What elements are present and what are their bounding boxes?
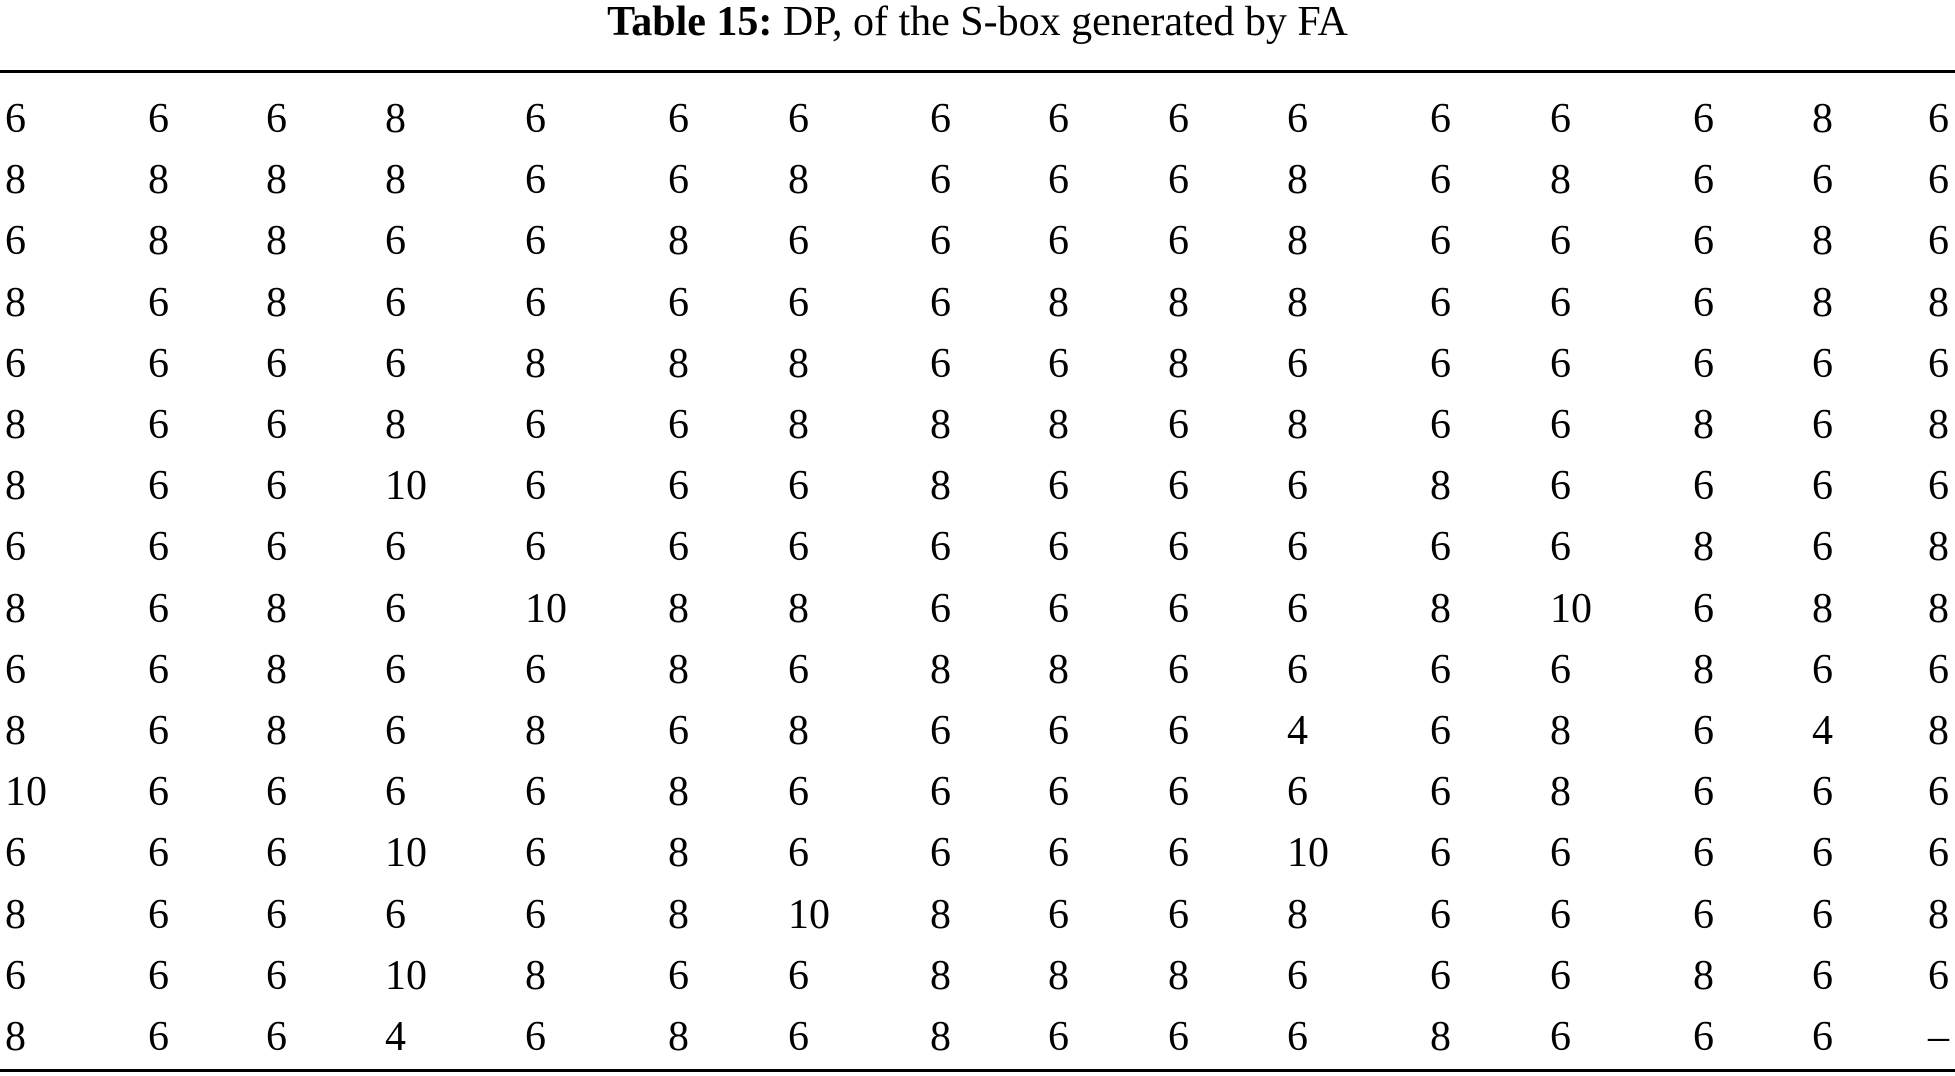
table-cell: 8 <box>385 96 406 142</box>
table-cell: 6 <box>788 830 809 877</box>
table-cell: 6 <box>1168 157 1189 204</box>
table-cell: 6 <box>788 524 809 571</box>
table-cell: 6 <box>1287 769 1308 816</box>
table-cell: 10 <box>385 463 427 510</box>
table-cell: 6 <box>1550 218 1571 265</box>
table-cell: 6 <box>1048 96 1069 142</box>
table-cell: 6 <box>668 952 689 999</box>
table-cell: 6 <box>1287 646 1308 693</box>
table-row <box>0 340 1955 401</box>
table-cell: 8 <box>266 279 287 326</box>
table-cell: 6 <box>5 830 26 877</box>
table-cell: 6 <box>1928 96 1949 142</box>
table-cell: 8 <box>1048 952 1069 999</box>
table-cell: 8 <box>385 402 406 448</box>
table-cell: 6 <box>1430 708 1451 754</box>
table-cell: 6 <box>5 952 26 999</box>
table-cell: 8 <box>5 402 26 448</box>
table-cell: 6 <box>1168 830 1189 877</box>
table-cell: 8 <box>1812 585 1833 632</box>
table-cell: 8 <box>668 830 689 877</box>
table-cell: 6 <box>1928 340 1949 387</box>
table-cell: 6 <box>385 218 406 265</box>
table-row <box>0 585 1955 646</box>
table-cell: 6 <box>930 96 951 142</box>
table-cell: 6 <box>930 524 951 571</box>
table-cell: 8 <box>1550 769 1571 816</box>
table-cell: 6 <box>1048 708 1069 754</box>
table-cell: 6 <box>1693 769 1714 816</box>
table-cell: 6 <box>385 585 406 632</box>
table-cell: 8 <box>1928 524 1949 571</box>
table-cell: 8 <box>1287 279 1308 326</box>
table-cell: 6 <box>1550 830 1571 877</box>
table-cell: 8 <box>266 646 287 693</box>
table-cell: 6 <box>1048 218 1069 265</box>
table-cell: 8 <box>266 708 287 754</box>
table-cell: 6 <box>266 891 287 938</box>
table-cell: 6 <box>148 463 169 510</box>
table-cell: 8 <box>1928 402 1949 448</box>
table-cell: 10 <box>1287 830 1329 877</box>
table-cell: 8 <box>788 157 809 204</box>
table-cell: 6 <box>385 708 406 754</box>
table-cell: 6 <box>1812 463 1833 510</box>
table-cell: 6 <box>1693 279 1714 326</box>
table-cell: 8 <box>266 218 287 265</box>
table-cell: 8 <box>1812 218 1833 265</box>
table-cell: 6 <box>1812 830 1833 877</box>
table-cell: 6 <box>1693 96 1714 142</box>
table-cell: 8 <box>930 1014 951 1060</box>
table-cell: 6 <box>5 340 26 387</box>
table-cell: 6 <box>930 708 951 754</box>
table-cell: 6 <box>266 769 287 816</box>
table-cell: 6 <box>385 769 406 816</box>
table-cell: 6 <box>1048 830 1069 877</box>
table-cell: 6 <box>148 340 169 387</box>
table-cell: 6 <box>385 340 406 387</box>
table-cell: 6 <box>1168 891 1189 938</box>
table-cell: 8 <box>525 952 546 999</box>
table-cell: 8 <box>668 585 689 632</box>
table-cell: 6 <box>788 96 809 142</box>
table-cell: 6 <box>525 646 546 693</box>
table-cell: 6 <box>930 340 951 387</box>
table-cell: 8 <box>1048 646 1069 693</box>
table-cell: 8 <box>930 402 951 448</box>
table-cell: 8 <box>5 463 26 510</box>
table-cell: 6 <box>1430 524 1451 571</box>
table-cell: 6 <box>1287 585 1308 632</box>
table-cell: 8 <box>385 157 406 204</box>
table-cell: 6 <box>930 279 951 326</box>
table-cell: 6 <box>1550 340 1571 387</box>
caption-text: DP, of the S-box generated by FA <box>782 0 1348 45</box>
table-cell: 6 <box>385 279 406 326</box>
table-cell: 8 <box>266 157 287 204</box>
table-cell: 6 <box>1693 708 1714 754</box>
table-cell: 6 <box>1430 769 1451 816</box>
table-caption <box>0 0 1955 46</box>
table-cell: 8 <box>148 157 169 204</box>
table-cell: 6 <box>385 646 406 693</box>
table-cell: 6 <box>148 769 169 816</box>
table-cell: 6 <box>1048 524 1069 571</box>
table-cell: 6 <box>385 524 406 571</box>
table-cell: 6 <box>1287 1014 1308 1060</box>
table-row <box>0 952 1955 1013</box>
table-cell: 6 <box>525 463 546 510</box>
table-row <box>0 1013 1955 1074</box>
table-cell: 6 <box>1550 96 1571 142</box>
table-cell: 8 <box>668 891 689 938</box>
table-cell: 8 <box>1928 891 1949 938</box>
table-cell: 6 <box>525 1014 546 1060</box>
table-cell: 6 <box>1048 463 1069 510</box>
table-cell: 6 <box>1928 952 1949 999</box>
table-cell: 8 <box>668 646 689 693</box>
table-row <box>0 523 1955 584</box>
table-cell: 6 <box>148 524 169 571</box>
table-cell: 8 <box>1928 708 1949 754</box>
table-cell: 8 <box>1048 402 1069 448</box>
table-cell: 8 <box>5 1014 26 1060</box>
table-cell: 6 <box>148 585 169 632</box>
table-cell: 6 <box>1168 585 1189 632</box>
table-cell: 8 <box>1168 952 1189 999</box>
table-cell: 6 <box>1928 157 1949 204</box>
table-cell: 6 <box>148 96 169 142</box>
table-cell: 6 <box>1550 524 1571 571</box>
table-cell: 6 <box>1287 952 1308 999</box>
table-cell: 6 <box>1812 891 1833 938</box>
table-cell: 8 <box>1168 279 1189 326</box>
table-row <box>0 95 1955 156</box>
table-cell: 6 <box>668 96 689 142</box>
table-cell: 8 <box>5 585 26 632</box>
table-cell: 6 <box>788 952 809 999</box>
table-cell: 6 <box>1812 952 1833 999</box>
table-cell: 10 <box>385 830 427 877</box>
table-cell: 6 <box>930 218 951 265</box>
table-cell: 6 <box>1168 524 1189 571</box>
table-cell: 6 <box>1048 1014 1069 1060</box>
table-cell: 4 <box>385 1014 406 1060</box>
table-cell: 6 <box>1812 340 1833 387</box>
caption-label: Table 15: <box>607 0 773 45</box>
table-cell: 8 <box>788 708 809 754</box>
table-row <box>0 891 1955 952</box>
table-cell: 8 <box>1287 157 1308 204</box>
table-cell: 10 <box>525 585 567 632</box>
table-cell: 6 <box>1812 769 1833 816</box>
table-cell: 6 <box>1812 1014 1833 1060</box>
table-cell: 6 <box>525 157 546 204</box>
table-cell: 6 <box>1693 585 1714 632</box>
table-cell: 6 <box>148 402 169 448</box>
table-cell: 8 <box>930 952 951 999</box>
table-cell: 6 <box>668 708 689 754</box>
table-cell: 8 <box>668 218 689 265</box>
table-cell: 8 <box>1430 1014 1451 1060</box>
table-cell: 6 <box>1550 646 1571 693</box>
table-cell: 6 <box>266 96 287 142</box>
table-cell: 6 <box>1693 218 1714 265</box>
table-cell: 8 <box>1287 891 1308 938</box>
table-cell: 8 <box>1550 157 1571 204</box>
table-cell: 6 <box>930 830 951 877</box>
table-cell: 6 <box>525 402 546 448</box>
table-cell: 6 <box>1550 402 1571 448</box>
table-cell: 6 <box>525 218 546 265</box>
table-cell: 6 <box>525 524 546 571</box>
table-cell: 6 <box>266 952 287 999</box>
table-cell: 6 <box>1287 96 1308 142</box>
table-cell: 6 <box>1048 585 1069 632</box>
table-cell: 6 <box>525 769 546 816</box>
table-cell: 6 <box>1928 769 1949 816</box>
table-cell: 6 <box>1550 463 1571 510</box>
table-cell: 6 <box>1693 157 1714 204</box>
table-cell: 6 <box>1430 402 1451 448</box>
table-cell: 6 <box>1430 218 1451 265</box>
table-cell: 6 <box>525 891 546 938</box>
table-cell: 6 <box>148 708 169 754</box>
table-cell: 6 <box>5 218 26 265</box>
table-row <box>0 768 1955 829</box>
table-cell: 8 <box>266 585 287 632</box>
table-cell: 6 <box>788 769 809 816</box>
table-row <box>0 646 1955 707</box>
table-cell: 6 <box>1430 952 1451 999</box>
table-cell: 6 <box>668 157 689 204</box>
table-cell: 6 <box>5 524 26 571</box>
table-cell: 6 <box>788 218 809 265</box>
table-cell: 8 <box>1928 279 1949 326</box>
table-cell: 6 <box>148 830 169 877</box>
table-cell: 6 <box>930 585 951 632</box>
table-cell: 6 <box>668 402 689 448</box>
table-cell: 8 <box>1168 340 1189 387</box>
table-cell: 8 <box>1693 952 1714 999</box>
table-cell: 8 <box>930 891 951 938</box>
table-row <box>0 829 1955 890</box>
dp-table <box>0 95 1955 1065</box>
table-cell: 10 <box>385 952 427 999</box>
table-cell: 6 <box>1693 340 1714 387</box>
table-cell: 6 <box>668 279 689 326</box>
table-cell: 8 <box>788 340 809 387</box>
table-cell: 10 <box>1550 585 1592 632</box>
table-cell: 6 <box>1048 340 1069 387</box>
table-cell: 6 <box>1430 157 1451 204</box>
table-cell: 8 <box>1430 585 1451 632</box>
table-cell: 6 <box>1168 708 1189 754</box>
table-cell: 8 <box>1550 708 1571 754</box>
table-cell: 6 <box>266 402 287 448</box>
table-cell: 6 <box>148 1014 169 1060</box>
table-cell: 6 <box>1168 1014 1189 1060</box>
table-cell: 6 <box>525 96 546 142</box>
table-cell: 6 <box>1928 463 1949 510</box>
table-cell: 6 <box>1928 646 1949 693</box>
table-cell: 6 <box>1812 402 1833 448</box>
bottom-rule <box>0 1069 1955 1072</box>
table-cell: – <box>1928 1014 1949 1060</box>
table-row <box>0 707 1955 768</box>
table-cell: 8 <box>1693 524 1714 571</box>
table-cell: 6 <box>1168 769 1189 816</box>
table-cell: 6 <box>1550 891 1571 938</box>
table-cell: 6 <box>1048 769 1069 816</box>
table-cell: 6 <box>1168 402 1189 448</box>
table-cell: 8 <box>1048 279 1069 326</box>
table-cell: 8 <box>668 1014 689 1060</box>
table-cell: 6 <box>1430 279 1451 326</box>
table-cell: 8 <box>788 585 809 632</box>
table-cell: 8 <box>1693 402 1714 448</box>
table-cell: 6 <box>1168 96 1189 142</box>
table-cell: 8 <box>930 463 951 510</box>
table-cell: 6 <box>1693 463 1714 510</box>
table-cell: 6 <box>148 952 169 999</box>
table-cell: 8 <box>1812 279 1833 326</box>
table-cell: 6 <box>5 96 26 142</box>
table-cell: 6 <box>668 463 689 510</box>
table-cell: 8 <box>1287 402 1308 448</box>
table-cell: 6 <box>1048 891 1069 938</box>
table-cell: 6 <box>1550 279 1571 326</box>
table-cell: 8 <box>1693 646 1714 693</box>
table-cell: 6 <box>1550 1014 1571 1060</box>
table-cell: 6 <box>266 830 287 877</box>
table-cell: 6 <box>266 463 287 510</box>
table-cell: 8 <box>5 279 26 326</box>
table-cell: 6 <box>1430 340 1451 387</box>
table-cell: 6 <box>525 279 546 326</box>
table-cell: 10 <box>5 769 47 816</box>
table-cell: 8 <box>525 340 546 387</box>
table-cell: 6 <box>266 524 287 571</box>
table-cell: 6 <box>1812 646 1833 693</box>
table-cell: 6 <box>1812 157 1833 204</box>
table-cell: 8 <box>5 157 26 204</box>
table-row <box>0 279 1955 340</box>
table-cell: 6 <box>1693 1014 1714 1060</box>
table-cell: 6 <box>788 646 809 693</box>
table-row <box>0 156 1955 217</box>
table-cell: 6 <box>5 646 26 693</box>
table-cell: 6 <box>1287 524 1308 571</box>
table-cell: 6 <box>1693 891 1714 938</box>
table-cell: 6 <box>148 891 169 938</box>
table-cell: 6 <box>148 646 169 693</box>
table-cell: 6 <box>1168 463 1189 510</box>
table-row <box>0 401 1955 462</box>
table-cell: 6 <box>148 279 169 326</box>
table-cell: 8 <box>668 340 689 387</box>
table-cell: 8 <box>1287 218 1308 265</box>
table-cell: 6 <box>1928 218 1949 265</box>
table-cell: 6 <box>1168 218 1189 265</box>
table-cell: 8 <box>1928 585 1949 632</box>
table-cell: 6 <box>1048 157 1069 204</box>
table-cell: 4 <box>1812 708 1833 754</box>
table-cell: 6 <box>788 279 809 326</box>
table-cell: 6 <box>930 157 951 204</box>
table-cell: 8 <box>668 769 689 816</box>
table-cell: 8 <box>525 708 546 754</box>
table-cell: 8 <box>1430 463 1451 510</box>
table-cell: 8 <box>930 646 951 693</box>
table-cell: 6 <box>1430 830 1451 877</box>
table-cell: 4 <box>1287 708 1308 754</box>
table-cell: 6 <box>1693 830 1714 877</box>
table-cell: 8 <box>148 218 169 265</box>
table-cell: 6 <box>266 340 287 387</box>
table-cell: 6 <box>788 463 809 510</box>
table-cell: 6 <box>788 1014 809 1060</box>
table-cell: 10 <box>788 891 830 938</box>
table-cell: 6 <box>525 830 546 877</box>
table-row <box>0 217 1955 278</box>
table-cell: 6 <box>1168 646 1189 693</box>
table-cell: 6 <box>1430 96 1451 142</box>
table-cell: 6 <box>1812 524 1833 571</box>
table-cell: 6 <box>1430 646 1451 693</box>
table-cell: 8 <box>5 891 26 938</box>
table-cell: 6 <box>1287 340 1308 387</box>
table-cell: 8 <box>1812 96 1833 142</box>
table-cell: 6 <box>385 891 406 938</box>
table-row <box>0 462 1955 523</box>
table-cell: 6 <box>1430 891 1451 938</box>
table-cell: 6 <box>1287 463 1308 510</box>
table-cell: 6 <box>1550 952 1571 999</box>
table-cell: 6 <box>930 769 951 816</box>
table-cell: 6 <box>1928 830 1949 877</box>
table-cell: 6 <box>266 1014 287 1060</box>
table-cell: 6 <box>668 524 689 571</box>
top-rule <box>0 70 1955 73</box>
table-cell: 8 <box>5 708 26 754</box>
table-cell: 8 <box>788 402 809 448</box>
